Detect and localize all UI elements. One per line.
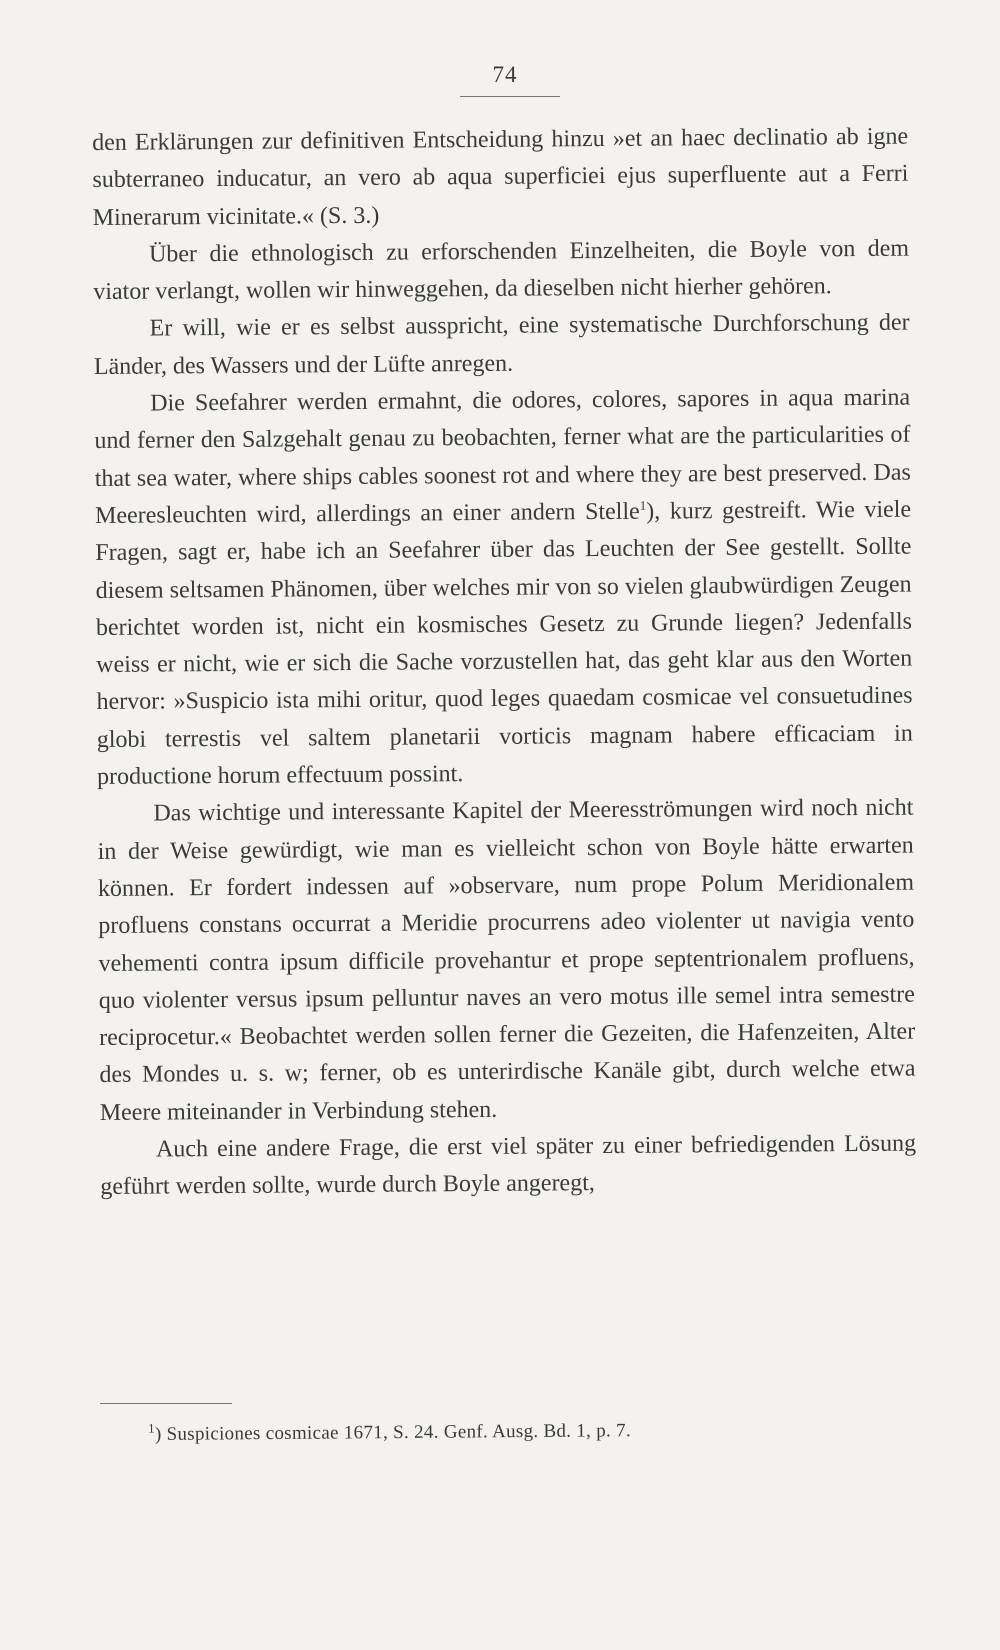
paragraph-4-start: Die Seefahrer werden ermahnt, die odores, colores, sapores in aqua marina und ferner den Salzgehalt genau zu beobachten, ferner what are the particularities of that sea water, where ships cables soonest rot and where they are best preserved. Das Meeresleuchten wird, allerdings an einer andern Stelle: [94, 384, 911, 529]
footnote-text: ) Suspiciones cosmicae 1671, S. 24. Genf. Ausg. Bd. 1, p. 7.: [154, 1420, 632, 1445]
paragraph-1: den Erklärungen zur definitiven Entscheidung hinzu »et an haec declinatio ab igne subterraneo inducatur, an vero ab aqua superficiei ejus superfluente aut a Ferri Minerarum vicinitate.« (S. 3.): [92, 123, 909, 231]
paragraph-4: [94, 380, 913, 797]
footnote: [148, 1420, 631, 1446]
header-rule: [460, 96, 560, 97]
paragraph-5: Das wichtige und interessante Kapitel der Meeresströmungen wird noch nicht in der Weise gewürdigt, wie man es vielleicht schon von Boyle hätte erwarten können. Er fordert indessen auf »observare, num prope Polum Meridionalem profluens constans occurrat a Meridie procurrens adeo violenter ut navigia vento vehementi contra ipsum difficile provehantur et prope septentrionalem profluens, quo violenter versus ipsum pelluntur naves an vero motus ille semel intra semestre reciprocetur.« Beobachtet werden sollen ferner die Gezeiten, die Hafenzeiten, Alter des Mondes u. s. w; ferner, ob es unterirdische Kanäle gibt, durch welche etwa Meere miteinander in Verbindung stehen.: [97, 794, 916, 1126]
paragraph-3: Er will, wie er es selbst ausspricht, eine systematische Durchforschung der Länder, des Wassers und der Lüfte anregen.: [93, 310, 910, 380]
footnote-reference: 1: [639, 497, 647, 513]
paragraph-6: Auch eine andere Frage, die erst viel später zu einer befriedigenden Lösung geführt werden sollte, wurde durch Boyle angeregt,: [100, 1130, 917, 1201]
body-text: [92, 119, 916, 1207]
footnote-rule: [100, 1403, 232, 1404]
footnote-marker: 1: [147, 1420, 155, 1436]
paragraph-2: Über die ethnologisch zu erforschenden Einzelheiten, die Boyle von dem viator verlangt, wollen wir hinweggehen, da dieselben nicht hierher gehören.: [93, 235, 910, 306]
paragraph-4-end: ), kurz gestreift. Wie viele Fragen, sagt er, habe ich an Seefahrer über das Leuchten der See gestellt. Sollte diesem seltsamen Phänomen, über welches mir von so vielen glaubwürdigen Zeugen berichtet worden ist, nicht ein kosmisches Gesetz zu Grunde liegen? Jedenfalls weiss er nicht, wie er sich die Sache vorzustellen hat, das geht klar aus den Worten hervor: »Suspicio ista mihi oritur, quod leges quaedam cosmicae vel consuetudines globi terrestis vel saltem planetarii vorticis magnam habere efficaciam in productione horum effectuum possint.: [95, 496, 913, 791]
page-number: 74: [492, 62, 518, 87]
